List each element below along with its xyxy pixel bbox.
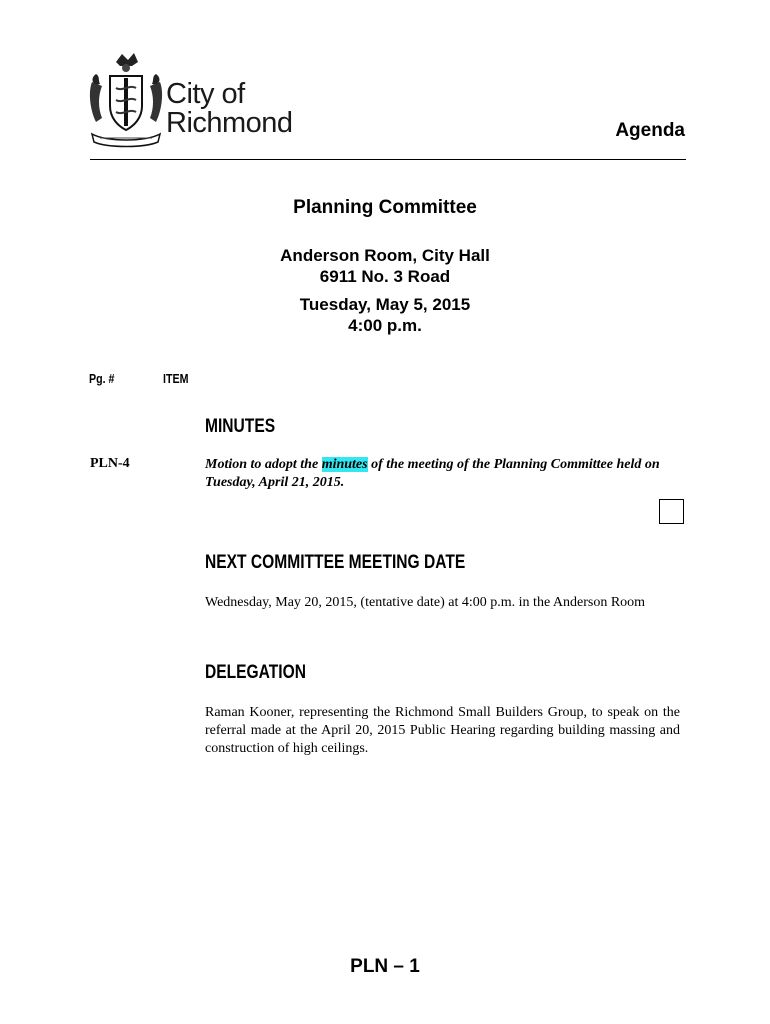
document-type-label: Agenda [615,120,685,141]
next-meeting-text: Wednesday, May 20, 2015, (tentative date) at 4:00 p.m. in the Anderson Room [205,595,646,610]
meeting-datetime [0,294,770,336]
delegation-text: Raman Kooner, representing the Richmond Small Builders Group, to speak on the referral made at the April 20, 2015 Public Hearing regarding building massing and construction of high ceilings. [205,705,680,756]
section-heading-delegation: DELEGATION [205,662,306,683]
meeting-time: 4:00 p.m. [348,316,422,335]
committee-title: Planning Committee [293,197,477,218]
coat-of-arms-icon [86,52,166,148]
section-heading-next-meeting: NEXT COMMITTEE MEETING DATE [205,552,466,573]
page-reference[interactable]: PLN-4 [90,456,130,471]
meeting-location [0,245,770,287]
city-of-richmond-logo [86,52,166,148]
motion-text-after: of the meeting of the Planning Committee held on Tuesday, April 21, 2015. [205,457,660,490]
motion-text-before: Motion to adopt the [205,457,322,472]
meeting-address: 6911 No. 3 Road [319,267,451,286]
highlighted-term: minutes [321,457,368,472]
page-number-footer: PLN – 1 [350,956,420,977]
section-heading-minutes: MINUTES [205,416,276,437]
minutes-motion-text [205,456,685,492]
motion-checkbox[interactable] [659,499,684,524]
meeting-date: Tuesday, May 5, 2015 [299,295,471,314]
city-name-line1: City of [166,78,245,110]
column-header-page: Pg. # [89,371,115,386]
city-name [166,80,293,138]
column-header-item: ITEM [163,371,189,386]
city-name-line2: Richmond [166,107,293,139]
meeting-room: Anderson Room, City Hall [280,246,490,265]
header-divider [90,159,686,160]
